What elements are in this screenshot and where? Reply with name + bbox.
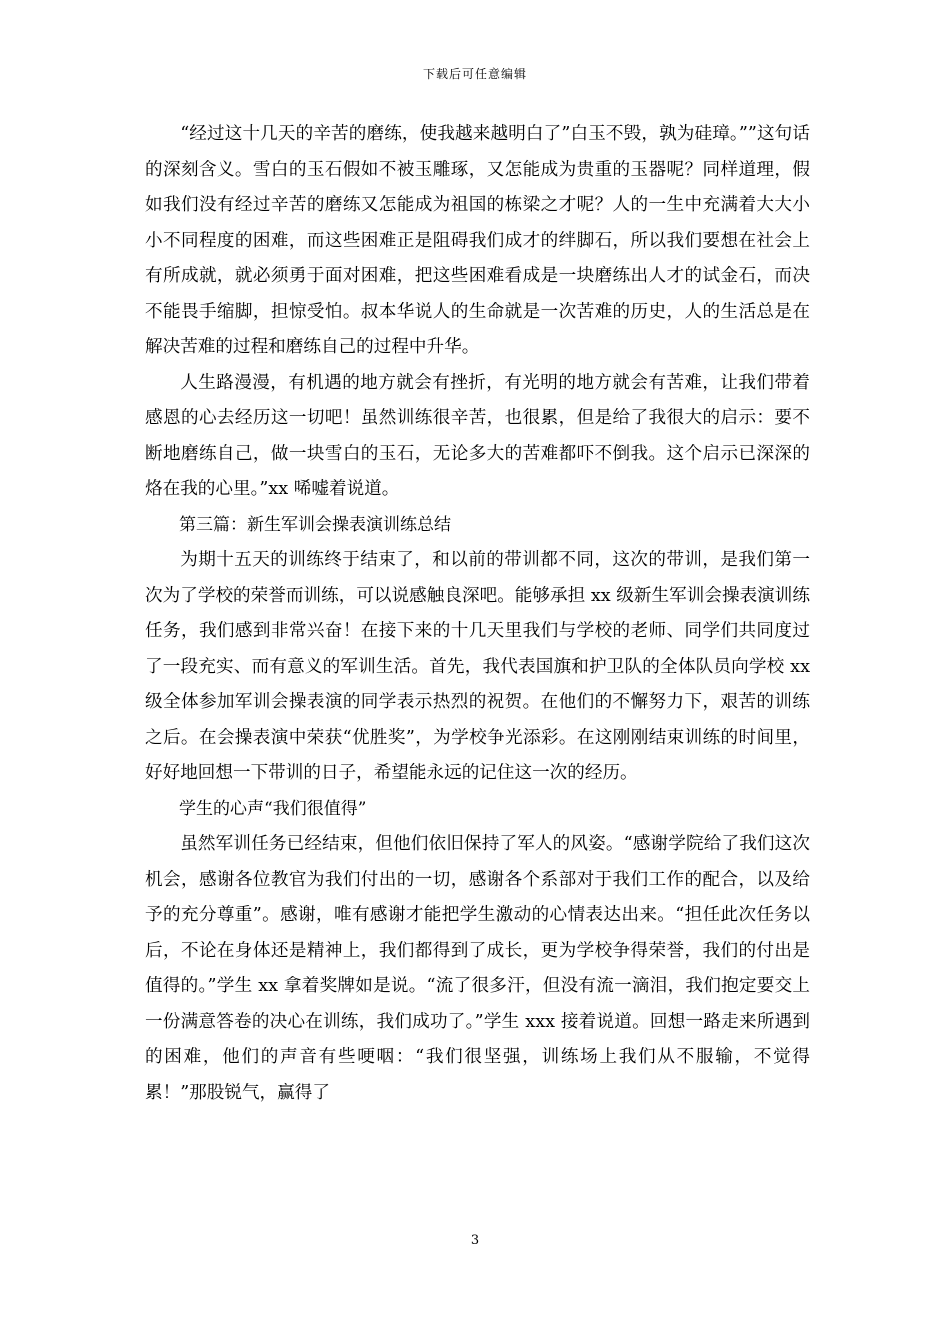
paragraph-life-road: 人生路漫漫，有机遇的地方就会有挫折，有光明的地方就会有苦难，让我们带着感恩的心去经历这一切吧！虽然训练很辛苦，也很累，但是给了我很大的启示：要不断地磨练自己，做一块雪白的玉石，无论多大的苦难都吓不倒我。这个启示已深深的烙在我的心里。”xx 唏嘘着说道。 [145,372,810,499]
document-body [145,117,810,1111]
page-header-note: 下载后可任意编辑 [422,67,527,81]
paragraph-jade-lesson: “经过这十几天的辛苦的磨练，使我越来越明白了”白玉不毁，孰为硅璋。””这句话的深刻含义。雪白的玉石假如不被玉雕琢，又怎能成为贵重的玉器呢？同样道理，假如我们没有经过辛苦的磨练又怎能成为祖国的栋梁之才呢？人的一生中充满着大大小小不同程度的困难，而这些困难正是阻碍我们成才的绊脚石，所以我们要想在社会上有所成就，就必须勇于面对困难，把这些困难看成是一块磨练出人才的试金石，而决不能畏手缩脚，担惊受怕。叔本华说人的生命就是一次苦难的历史，人的生活总是在解决苦难的过程和磨练自己的过程中升华。 [145,124,810,357]
paragraph-student-voice: 虽然军训任务已经结束，但他们依旧保持了军人的风姿。“感谢学院给了我们这次机会，感谢各位教官为我们付出的一切，感谢各个系部对于我们工作的配合，以及给予的充分尊重”。感谢，唯有感谢才能把学生激动的心情表达出来。“担任此次任务以后，不论在身体还是精神上，我们都得到了成长，更为学校争得荣誉，我们的付出是值得的。”学生 xx 拿着奖牌如是说。“流了很多汗，但没有流一滴泪，我们抱定要交上一份满意答卷的决心在训练，我们成功了。”学生 xxx 接着说道。回想一路走来所遇到的困难，他们的声音有些哽咽：“我们很坚强，训练场上我们从不服输，不觉得累！”那股锐气，赢得了 [145,834,810,1103]
paragraph-training-summary: 为期十五天的训练终于结束了，和以前的带训都不同，这次的带训，是我们第一次为了学校的荣誉而训练，可以说感触良深吧。能够承担 xx 级新生军训会操表演训练任务，我们感到非常兴奋！在接下来的十几天里我们与学校的老师、同学们共同度过了一段充实、而有意义的军训生活。首先，我代表国旗和护卫队的全体队员向学校 xx 级全体参加军训会操表演的同学表示热烈的祝贺。在他们的不懈努力下，艰苦的训练之后。在会操表演中荣获“优胜奖”，为学校争光添彩。在这刚刚结束训练的时间里，好好地回想一下带训的日子，希望能永远的记住这一次的经历。 [145,550,810,783]
section-heading-student-voice: 学生的心声“我们很值得” [179,798,367,819]
page-number: 3 [470,1233,480,1248]
section-heading-part-three: 第三篇：新生军训会操表演训练总结 [179,514,451,535]
